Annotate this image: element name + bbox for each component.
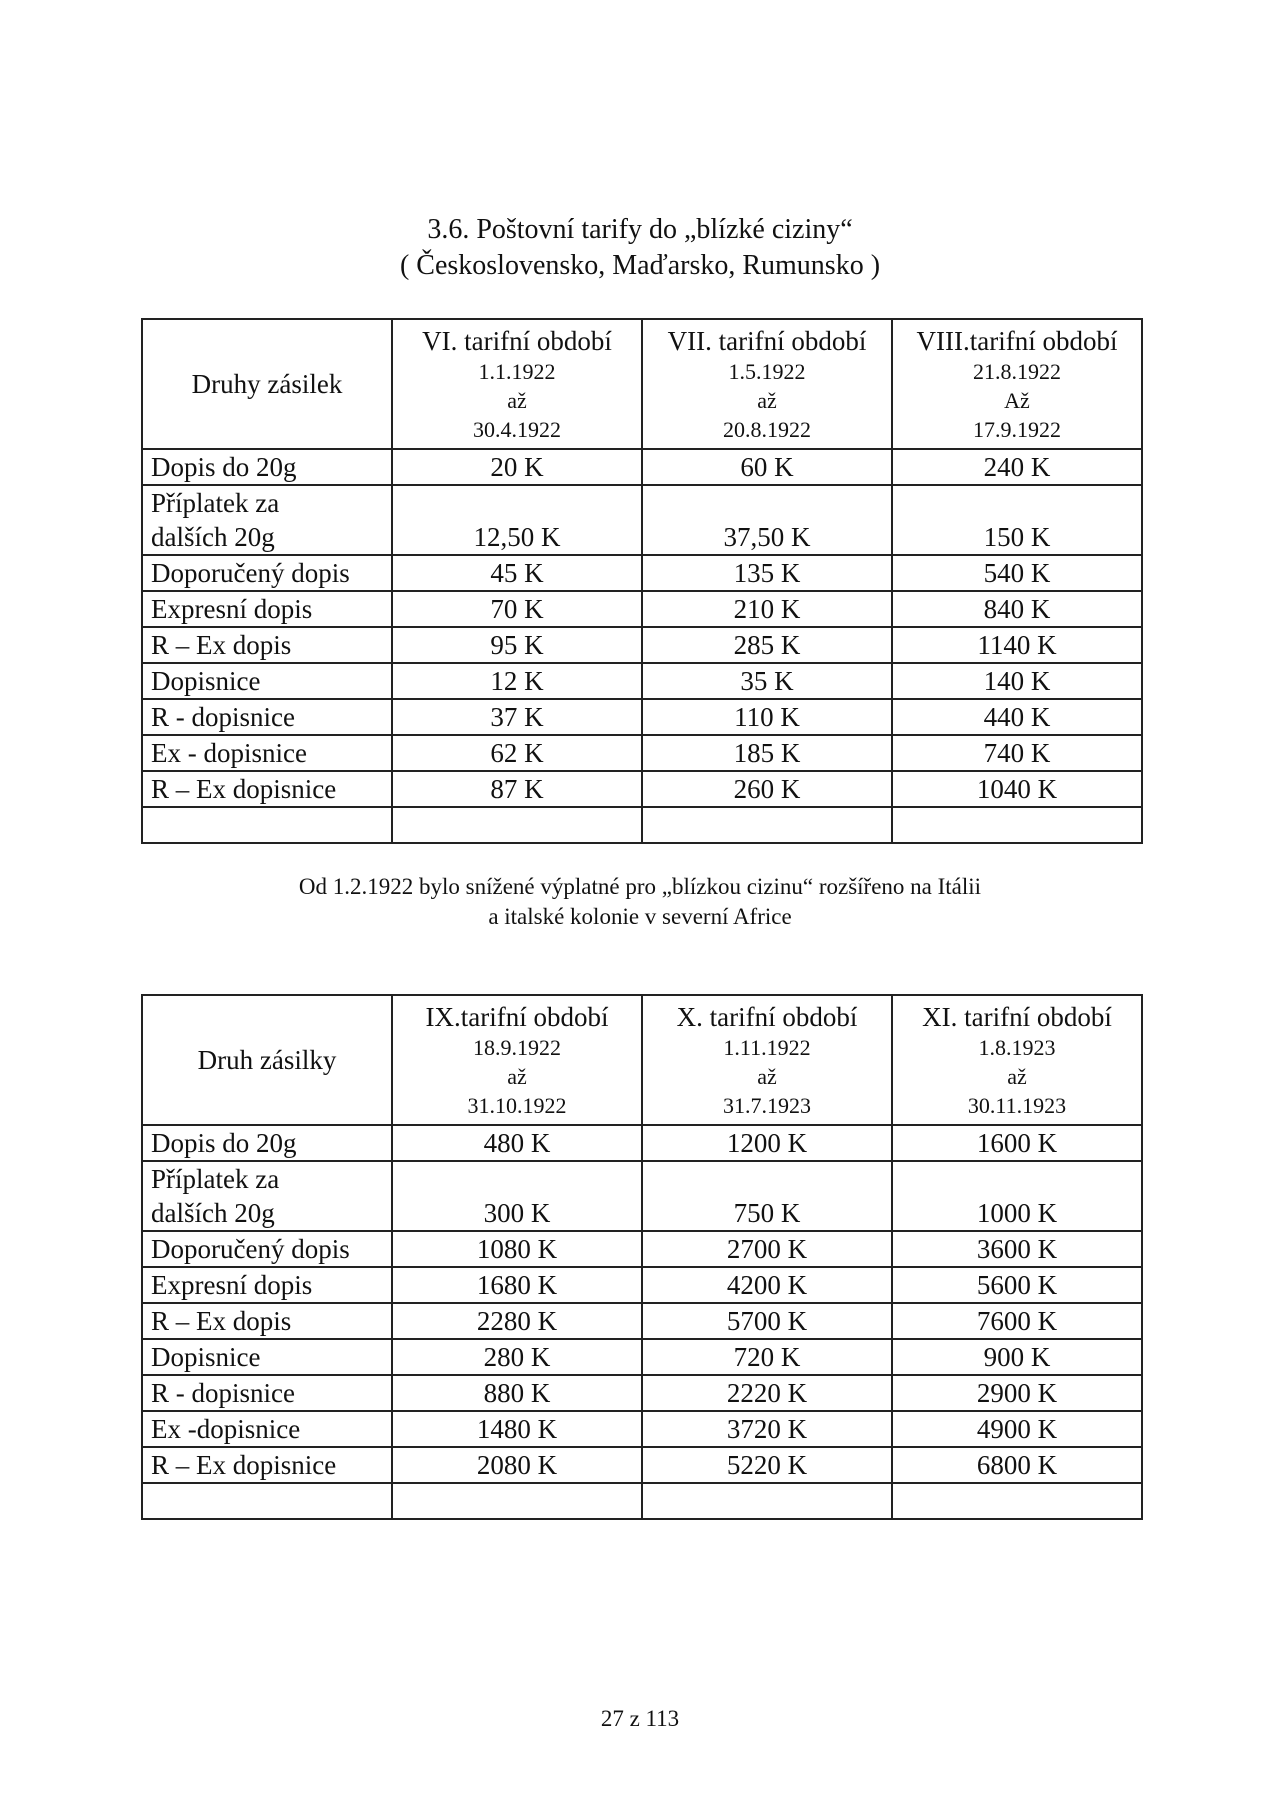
row-label: R – Ex dopisnice	[142, 1447, 392, 1483]
period-sep: až	[507, 1063, 527, 1089]
period-from: 1.8.1923	[978, 1034, 1056, 1060]
row-label: Ex -dopisnice	[142, 1411, 392, 1447]
header-label: Druh zásilky	[142, 995, 392, 1125]
rate-cell: 37,50 K	[642, 485, 892, 555]
rate-cell: 750 K	[642, 1161, 892, 1231]
period-to: 31.7.1923	[723, 1092, 811, 1118]
rate-cell: 12 K	[392, 663, 642, 699]
row-label: Doporučený dopis	[142, 1231, 392, 1267]
rate-cell: 1480 K	[392, 1411, 642, 1447]
period-header	[642, 319, 892, 449]
rate-cell: 1140 K	[892, 627, 1142, 663]
rate-cell: 285 K	[642, 627, 892, 663]
row-label: Dopis do 20g	[142, 449, 392, 485]
rate-cell: 260 K	[642, 771, 892, 807]
period-name: XI. tarifní období	[922, 1001, 1112, 1032]
note-line-1: Od 1.2.1922 bylo snížené výplatné pro „blízkou cizinu“ rozšířeno na Itálii	[298, 874, 982, 899]
row-label: R - dopisnice	[142, 699, 392, 735]
rate-cell: 880 K	[392, 1375, 642, 1411]
rate-cell: 20 K	[392, 449, 642, 485]
row-label-line-1: Příplatek za	[151, 488, 280, 518]
rate-cell: 3600 K	[892, 1231, 1142, 1267]
row-label: Dopisnice	[142, 663, 392, 699]
table-row	[142, 627, 1142, 663]
title-line-2: ( Československo, Maďarsko, Rumunsko )	[399, 250, 881, 281]
rate-cell: 6800 K	[892, 1447, 1142, 1483]
table-row	[142, 699, 1142, 735]
table-row	[142, 449, 1142, 485]
rate-cell: 4900 K	[892, 1411, 1142, 1447]
rate-cell: 3720 K	[642, 1411, 892, 1447]
rate-cell: 5220 K	[642, 1447, 892, 1483]
rate-cell: 840 K	[892, 591, 1142, 627]
period-header	[392, 995, 642, 1125]
rate-cell: 5600 K	[892, 1267, 1142, 1303]
period-to: 30.11.1923	[967, 1092, 1067, 1118]
period-sep: až	[507, 387, 527, 413]
rate-cell: 110 K	[642, 699, 892, 735]
row-label	[142, 485, 392, 555]
rate-cell: 210 K	[642, 591, 892, 627]
table-row	[142, 1161, 1142, 1231]
table-row	[142, 1231, 1142, 1267]
rate-cell: 740 K	[892, 735, 1142, 771]
row-label-line-2: dalších 20g	[151, 522, 275, 552]
row-label: R – Ex dopisnice	[142, 771, 392, 807]
rate-cell: 2700 K	[642, 1231, 892, 1267]
rate-cell: 60 K	[642, 449, 892, 485]
period-from: 1.5.1922	[728, 358, 806, 384]
table-row	[142, 555, 1142, 591]
period-header	[892, 995, 1142, 1125]
empty-cell	[642, 1483, 892, 1519]
rate-cell: 720 K	[642, 1339, 892, 1375]
empty-cell	[142, 1483, 392, 1519]
rate-cell: 1080 K	[392, 1231, 642, 1267]
table-row	[142, 1339, 1142, 1375]
rate-cell: 5700 K	[642, 1303, 892, 1339]
rate-cell: 540 K	[892, 555, 1142, 591]
rate-cell: 1000 K	[892, 1161, 1142, 1231]
rate-cell: 135 K	[642, 555, 892, 591]
rate-cell: 87 K	[392, 771, 642, 807]
rate-cell: 1680 K	[392, 1267, 642, 1303]
period-sep: až	[1007, 1063, 1027, 1089]
note-line-2: a italské kolonie v severní Africe	[488, 904, 792, 929]
rate-cell: 2900 K	[892, 1375, 1142, 1411]
row-label: Expresní dopis	[142, 1267, 392, 1303]
rate-cell: 2280 K	[392, 1303, 642, 1339]
rate-cell: 7600 K	[892, 1303, 1142, 1339]
empty-cell	[142, 807, 392, 843]
period-from: 21.8.1922	[973, 358, 1061, 384]
rate-cell: 1200 K	[642, 1125, 892, 1161]
table-row	[142, 1411, 1142, 1447]
row-label: Ex - dopisnice	[142, 735, 392, 771]
title-line-1: 3.6. Poštovní tarify do „blízké ciziny“	[427, 214, 853, 245]
row-label: R - dopisnice	[142, 1375, 392, 1411]
period-name: VI. tarifní období	[422, 325, 612, 356]
empty-cell	[642, 807, 892, 843]
row-label: R – Ex dopis	[142, 1303, 392, 1339]
rate-cell: 2080 K	[392, 1447, 642, 1483]
header-label: Druhy zásilek	[142, 319, 392, 449]
empty-cell	[892, 807, 1142, 843]
table-row	[142, 771, 1142, 807]
rate-cell: 35 K	[642, 663, 892, 699]
period-sep: až	[757, 387, 777, 413]
period-from: 1.1.1922	[478, 358, 556, 384]
table-header-row	[142, 319, 1142, 449]
row-label: Doporučený dopis	[142, 555, 392, 591]
row-label: Expresní dopis	[142, 591, 392, 627]
rate-cell: 300 K	[392, 1161, 642, 1231]
document-title	[0, 212, 1280, 284]
rate-cell: 900 K	[892, 1339, 1142, 1375]
note-text	[0, 872, 1280, 932]
rate-cell: 4200 K	[642, 1267, 892, 1303]
rate-cell: 240 K	[892, 449, 1142, 485]
rate-cell: 280 K	[392, 1339, 642, 1375]
rate-cell: 37 K	[392, 699, 642, 735]
period-from: 1.11.1922	[723, 1034, 811, 1060]
period-sep: až	[757, 1063, 777, 1089]
table-row	[142, 1303, 1142, 1339]
period-from: 18.9.1922	[473, 1034, 561, 1060]
empty-cell	[392, 807, 642, 843]
period-name: X. tarifní období	[676, 1001, 858, 1032]
rate-cell: 1600 K	[892, 1125, 1142, 1161]
table-row	[142, 735, 1142, 771]
period-name: VII. tarifní období	[667, 325, 867, 356]
tariff-table-2	[141, 994, 1143, 1520]
table-row	[142, 663, 1142, 699]
table-header-row	[142, 995, 1142, 1125]
period-to: 20.8.1922	[723, 416, 811, 442]
table-row	[142, 1447, 1142, 1483]
rate-cell: 62 K	[392, 735, 642, 771]
empty-row	[142, 1483, 1142, 1519]
rate-cell: 70 K	[392, 591, 642, 627]
row-label-line-1: Příplatek za	[151, 1164, 280, 1194]
period-header	[642, 995, 892, 1125]
table-row	[142, 1375, 1142, 1411]
rate-cell: 2220 K	[642, 1375, 892, 1411]
row-label: Dopis do 20g	[142, 1125, 392, 1161]
rate-cell: 95 K	[392, 627, 642, 663]
empty-cell	[392, 1483, 642, 1519]
rate-cell: 185 K	[642, 735, 892, 771]
table-row	[142, 485, 1142, 555]
period-header	[392, 319, 642, 449]
rate-cell: 12,50 K	[392, 485, 642, 555]
period-header	[892, 319, 1142, 449]
rate-cell: 440 K	[892, 699, 1142, 735]
empty-cell	[892, 1483, 1142, 1519]
period-name: VIII.tarifní období	[916, 325, 1118, 356]
table-row	[142, 1267, 1142, 1303]
table-row	[142, 591, 1142, 627]
rate-cell: 140 K	[892, 663, 1142, 699]
rate-cell: 150 K	[892, 485, 1142, 555]
period-to: 30.4.1922	[473, 416, 561, 442]
period-sep: Až	[1004, 387, 1030, 413]
row-label	[142, 1161, 392, 1231]
rate-cell: 1040 K	[892, 771, 1142, 807]
period-name: IX.tarifní období	[425, 1001, 609, 1032]
rate-cell: 480 K	[392, 1125, 642, 1161]
page-number: 27 z 113	[600, 1706, 680, 1731]
row-label-line-2: dalších 20g	[151, 1198, 275, 1228]
empty-row	[142, 807, 1142, 843]
period-to: 17.9.1922	[973, 416, 1061, 442]
row-label: R – Ex dopis	[142, 627, 392, 663]
tariff-table-1	[141, 318, 1143, 844]
table-row	[142, 1125, 1142, 1161]
period-to: 31.10.1922	[467, 1092, 567, 1118]
rate-cell: 45 K	[392, 555, 642, 591]
row-label: Dopisnice	[142, 1339, 392, 1375]
